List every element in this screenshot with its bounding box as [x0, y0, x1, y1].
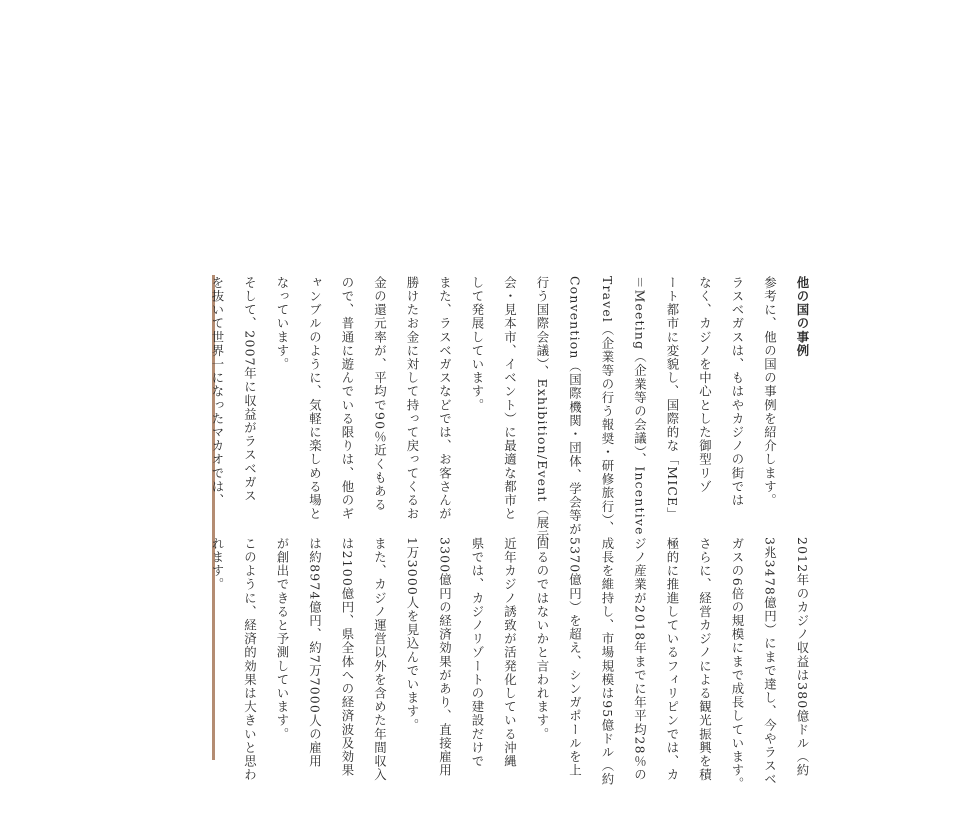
- text-line: ャンブルのように、気軽に楽しめる場と: [307, 276, 323, 521]
- text-line: ので、普通に遊んでいる限りは、他のギ: [340, 276, 355, 521]
- text-line: 勝けたお金に対して持って戻ってくるお: [405, 276, 420, 521]
- text-line: そして、2007年に収益がラスベガス: [242, 276, 258, 503]
- text-line: Travel（企業等の行う報奨・研修旅行）、: [600, 276, 615, 535]
- text-line: を抜いて世界一になったマカオでは、: [210, 276, 225, 508]
- text-line: ラスベガスは、もはやカジノの街では: [730, 276, 745, 508]
- text-line: ガスの6倍の規模にまで成長しています。: [730, 537, 745, 791]
- text-line: 成長を維持し、市場規模は95億ドル（約: [600, 537, 615, 787]
- text-line: さらに、経営カジノによる観光振興を積: [697, 537, 713, 782]
- text-line: また、カジノ運営以外を含めた年間収入: [372, 537, 388, 782]
- text-line: ＝Meeting（企業等の会議）、Incentive: [632, 276, 648, 536]
- text-line: 3兆3478億円）にまで達し、今やラスベ: [762, 537, 778, 787]
- text-line: 金の還元率が、平均で90％近くもある: [372, 276, 388, 512]
- text-line: なっています。: [275, 276, 290, 372]
- text-line: 回るのではないかと言われます。: [535, 537, 550, 741]
- text-line: 2012年のカジノ収益は380億ドル（約: [795, 537, 810, 778]
- section-heading: 他の国の事例: [795, 276, 810, 358]
- upper-text-block: [210, 276, 818, 544]
- text-line: は2100億円、県全体への経済波及効果: [340, 537, 355, 778]
- text-line: 3300億円の経済効果があり、直接雇用: [437, 537, 453, 778]
- text-line: 1万3000人を見込んでいます。: [405, 537, 420, 733]
- text-line: また、ラスベガスなどでは、お客さんが: [437, 276, 453, 521]
- text-line: ート都市に変貌し、国際的な「MICE」: [665, 276, 680, 521]
- text-line: 近年カジノ誘致が活発化している沖縄: [502, 537, 518, 769]
- text-line: 県では、カジノリゾートの建設だけで: [470, 537, 485, 769]
- lower-text-block: [210, 537, 818, 791]
- text-line: 行う国際会議）、Exhibition/Event（展示: [535, 276, 550, 544]
- text-line: このように、経済的効果は大きいと思わ: [242, 537, 258, 782]
- text-line: なく、カジノを中心とした御型リゾ: [697, 276, 713, 494]
- text-line: が創出できると予測しています。: [275, 537, 290, 741]
- text-line: れます。: [210, 537, 225, 592]
- text-line: Convention（国際機関・団体、学会等が: [567, 276, 583, 537]
- text-line: 5370億円）を超え、シンガポールを上: [567, 537, 583, 778]
- text-line: 参考に、他の国の事例を紹介します。: [762, 276, 778, 508]
- text-line: して発展しています。: [470, 276, 485, 412]
- text-line: 極的に推進しているフィリピンでは、カ: [665, 537, 680, 782]
- text-line: 会・見本市、イベント）に最適な都市と: [502, 276, 518, 521]
- text-line: ジノ産業が2018年までに年平均28％の: [632, 537, 648, 782]
- text-line: は約8974億円、約7万7000人の雇用: [307, 537, 323, 769]
